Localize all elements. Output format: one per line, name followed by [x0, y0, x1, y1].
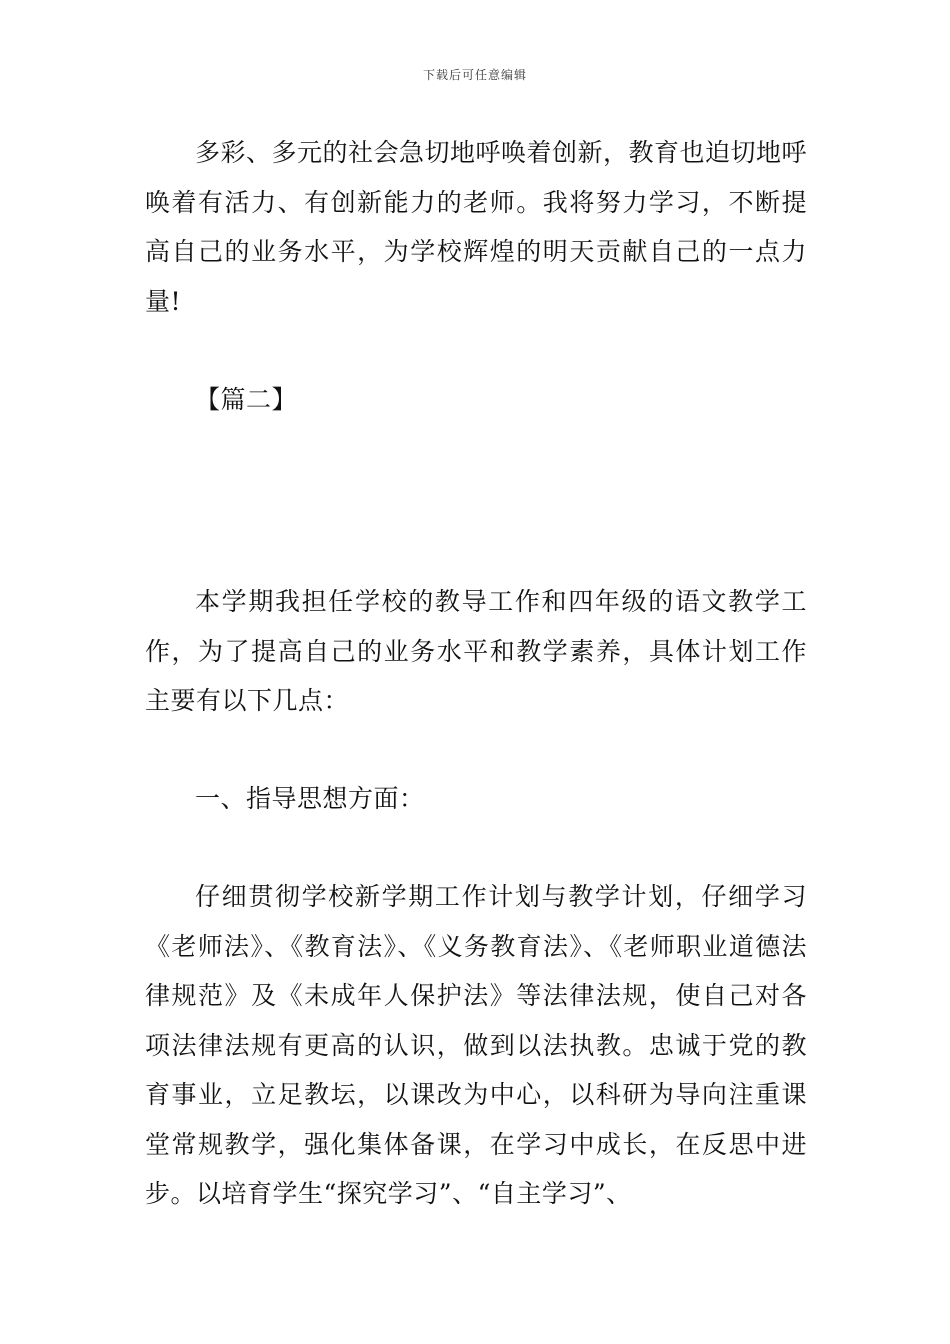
- section-title: 【篇二】: [195, 385, 298, 414]
- paragraph-2: 本学期我担任学校的教导工作和四年级的语文教学工作，为了提高自己的业务水平和教学素养，具体计划工作主要有以下几点：: [145, 587, 807, 715]
- paragraph-1: 多彩、多元的社会急切地呼唤着创新，教育也迫切地呼唤着有活力、有创新能力的老师。我将努力学习，不断提高自己的业务水平，为学校辉煌的明天贡献自己的一点力量!: [145, 138, 808, 316]
- paragraph-3: 仔细贯彻学校新学期工作计划与教学计划，仔细学习《老师法》、《教育法》、《义务教育法》、《老师职业道德法律规范》及《未成年人保护法》等法律法规，使自己对各项法律法规有更高的认识，做到以法执教。忠诚于党的教育事业，立足教坛，以课改为中心，以科研为导向注重课堂常规教学，强化集体备课，在学习中成长，在反思中进步。以培育学生“探究学习”、“自主学习”、: [145, 882, 807, 1208]
- header-note: 下载后可任意编辑: [422, 68, 527, 82]
- heading-guiding-thought: 一、指导思想方面：: [195, 784, 425, 813]
